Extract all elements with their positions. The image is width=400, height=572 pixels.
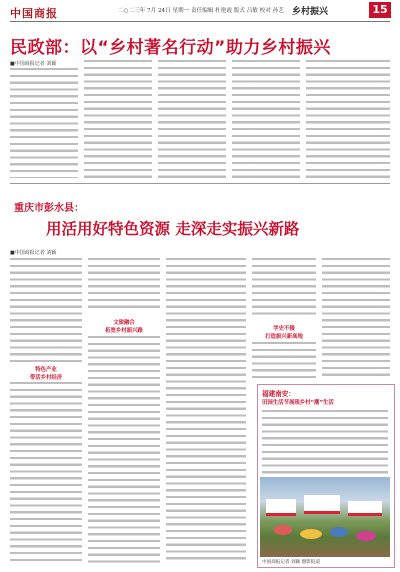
story1-column-5 [306,60,390,178]
story2-column-4b [252,342,316,380]
story1-column-3 [158,60,226,178]
story2-headline: 用活用好特色资源 走深走实振兴新路 [46,220,300,238]
story1-byline: ■中国商报记者 刘颖 [10,61,57,67]
section-title: 乡村振兴 [292,7,329,17]
photo-crowd [300,529,322,539]
story2-subhead-4: 学史不辍 打造振兴新高地 [265,326,303,340]
sidebar-title-place: 福建南安： [262,390,295,398]
story2-subhead-1: 特色产业 带活乡村经济 [29,367,63,381]
story2-column-2a [88,258,160,310]
masthead-rule [10,21,390,22]
story2-column-4a [252,258,316,318]
story1-column-4 [232,60,300,178]
story1-headline: 民政部：以“乡村著名行动”助力乡村振兴 [10,38,331,58]
photo-crowd [274,525,292,535]
newspaper-logo: 中国商报 [10,7,58,20]
story2-column-1a [10,258,82,362]
story2-byline: ■中国商报记者 刘颖 [10,250,57,256]
story2-subhead-2: 文旅融合 拓宽乡村振兴路 [105,320,143,334]
photo-crowd [356,531,376,541]
story2-column-1b [10,382,82,564]
photo-tent [304,495,340,514]
story1-column-2 [84,60,152,178]
photo-caption: 中国商报记者 刘颖 摄影报道 [262,560,321,565]
section-rule [10,183,390,184]
story2-column-2b [88,336,160,564]
photo-tent [348,501,382,516]
story2-kicker: 重庆市彭水县： [14,203,84,214]
dateline: 二○二三年 7月 24日 星期一 责任编辑 杜艳霞 版式 吕敏 校对 孙艺 [118,8,284,14]
sidebar-title [262,388,295,398]
photo-crowd [330,527,348,537]
sidebar-text [262,410,388,474]
festival-photo [260,477,390,557]
story2-column-5 [322,258,390,380]
page-number: 15 [369,2,391,18]
sidebar-subtitle: 田园生活节展现乡村“潮”生活 [262,400,334,406]
story1-column-1 [10,68,78,178]
photo-tent [266,499,296,516]
story2-column-3 [166,258,246,564]
